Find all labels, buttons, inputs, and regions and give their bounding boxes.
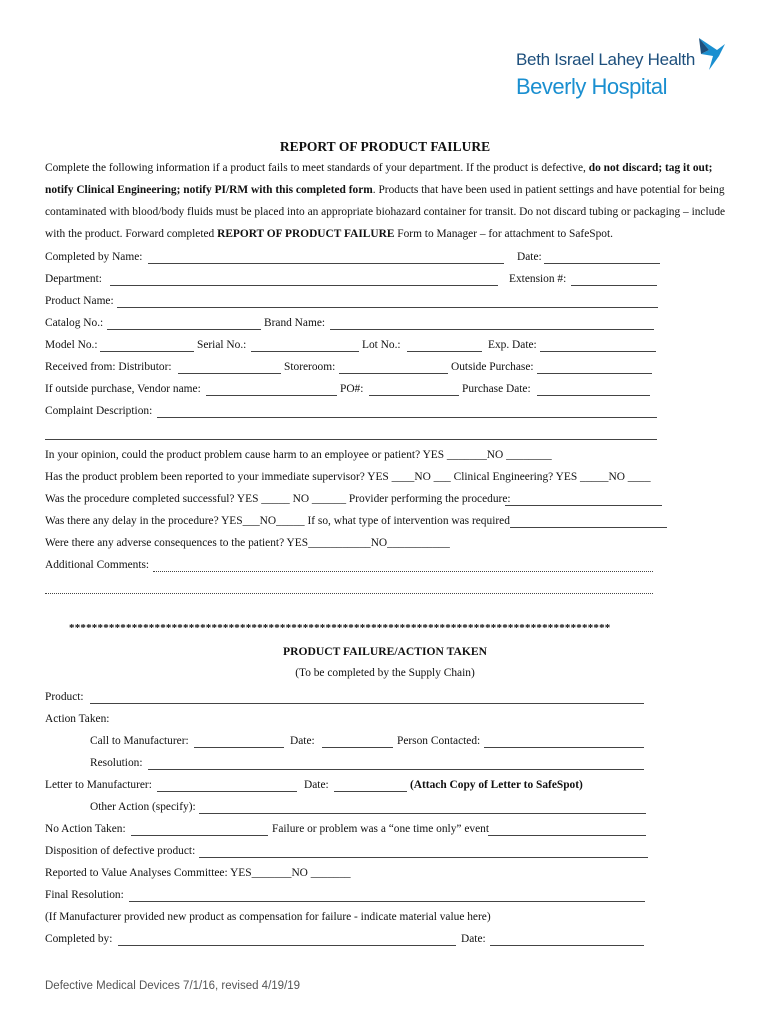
purchase-date-label: Purchase Date: (462, 383, 531, 395)
intervention-field[interactable] (510, 527, 667, 528)
date-field[interactable] (544, 263, 660, 264)
extension-field[interactable] (571, 285, 657, 286)
resolution-field[interactable] (148, 769, 644, 770)
failure-one-time-label: Failure or problem was a “one time only” event (272, 823, 489, 835)
catalog-no-field[interactable] (107, 329, 261, 330)
catalog-no-label: Catalog No.: (45, 317, 104, 329)
complaint-field-line-2[interactable] (45, 439, 657, 440)
additional-comments-line-1[interactable] (153, 571, 653, 572)
attach-letter-note: (Attach Copy of Letter to SafeSpot) (410, 779, 583, 791)
product-label: Product: (45, 691, 84, 703)
date-label: Date: (517, 251, 542, 263)
distributor-field[interactable] (178, 373, 281, 374)
disposition-field[interactable] (199, 857, 648, 858)
extension-label: Extension #: (509, 273, 567, 285)
other-action-label: Other Action (specify): (90, 801, 196, 813)
failure-one-time-field[interactable] (488, 835, 646, 836)
call-date-field[interactable] (322, 747, 393, 748)
call-manufacturer-field[interactable] (194, 747, 284, 748)
product-name-label: Product Name: (45, 295, 114, 307)
section-divider: *********************************************************************************************** (69, 622, 611, 634)
person-contacted-field[interactable] (484, 747, 644, 748)
reported-value-label: Reported to Value Analyses Committee: YES_______NO _______ (45, 867, 351, 879)
intro-text-4: . Products that have been used in patient settings and have potential for being contaminated with blood/body fluids must be placed into an appropriate biohazard container for transit. Do not discard tubing or packaging – include with the product. Forward completed (45, 184, 726, 240)
serial-no-field[interactable] (251, 351, 359, 352)
resolution-label: Resolution: (90, 757, 143, 769)
additional-comments-line-2[interactable] (45, 593, 653, 594)
letter-date-label: Date: (304, 779, 329, 791)
intro-paragraph (45, 157, 730, 245)
letter-manufacturer-label: Letter to Manufacturer: (45, 779, 152, 791)
brand-name-field[interactable] (330, 329, 654, 330)
product-name-field[interactable] (117, 307, 658, 308)
final-resolution-field[interactable] (129, 901, 645, 902)
letter-manufacturer-field[interactable] (157, 791, 297, 792)
call-date-label: Date: (290, 735, 315, 747)
complaint-label: Complaint Description: (45, 405, 153, 417)
exp-date-label: Exp. Date: (488, 339, 537, 351)
vendor-name-label: If outside purchase, Vendor name: (45, 383, 201, 395)
action-section-note: (To be completed by the Supply Chain) (295, 667, 475, 679)
disposition-label: Disposition of defective product: (45, 845, 196, 857)
action-taken-label: Action Taken: (45, 713, 110, 725)
po-field[interactable] (369, 395, 459, 396)
other-action-field[interactable] (199, 813, 646, 814)
intro-text-6: Form to Manager – for attachment to SafeSpot. (394, 228, 614, 240)
lot-no-label: Lot No.: (362, 339, 401, 351)
intro-text-1: Complete the following information if a product fails to meet standards of your department. If the product is defective, (45, 162, 589, 174)
outside-purchase-field[interactable] (537, 373, 652, 374)
exp-date-field[interactable] (540, 351, 656, 352)
complaint-field-line-1[interactable] (157, 417, 657, 418)
completed-by-label: Completed by Name: (45, 251, 143, 263)
bird-logo-icon (695, 36, 729, 76)
provider-field[interactable] (505, 505, 662, 506)
model-no-label: Model No.: (45, 339, 98, 351)
action-section-title: PRODUCT FAILURE/ACTION TAKEN (283, 645, 487, 658)
action-completed-date-label: Date: (461, 933, 486, 945)
intro-text-3: notify Clinical Engineering; notify PI/RM with this completed form (45, 184, 373, 196)
final-resolution-label: Final Resolution: (45, 889, 124, 901)
outside-purchase-label: Outside Purchase: (451, 361, 534, 373)
serial-no-label: Serial No.: (197, 339, 247, 351)
received-from-label: Received from: Distributor: (45, 361, 172, 373)
logo-parent-name: Beth Israel Lahey Health (516, 50, 695, 69)
completed-by-field[interactable] (148, 263, 504, 264)
storeroom-label: Storeroom: (284, 361, 336, 373)
call-manufacturer-label: Call to Manufacturer: (90, 735, 189, 747)
department-field[interactable] (110, 285, 498, 286)
vendor-name-field[interactable] (206, 395, 337, 396)
intro-text-5: REPORT OF PRODUCT FAILURE (217, 228, 395, 240)
question-adverse: Were there any adverse consequences to the patient? YES___________NO___________ (45, 537, 450, 549)
department-label: Department: (45, 273, 102, 285)
additional-comments-label: Additional Comments: (45, 559, 150, 571)
intro-text-2: do not discard; tag it out; (588, 162, 713, 174)
purchase-date-field[interactable] (537, 395, 650, 396)
question-reported: Has the product problem been reported to your immediate supervisor? YES ____NO ___ Clinical Engineering? YES _____NO ____ (45, 471, 651, 483)
action-completed-date-field[interactable] (490, 945, 644, 946)
brand-name-label: Brand Name: (264, 317, 326, 329)
question-delay: Was there any delay in the procedure? YES___NO_____ If so, what type of intervention was required (45, 515, 510, 527)
question-procedure-successful: Was the procedure completed successful? YES _____ NO ______ Provider performing the procedure: (45, 493, 511, 505)
logo-hospital-name: Beverly Hospital (516, 74, 667, 99)
no-action-field[interactable] (131, 835, 268, 836)
action-completed-by-label: Completed by: (45, 933, 113, 945)
footer-revision: Defective Medical Devices 7/1/16, revised 4/19/19 (45, 980, 301, 992)
action-completed-by-field[interactable] (118, 945, 456, 946)
lot-no-field[interactable] (407, 351, 482, 352)
person-contacted-label: Person Contacted: (397, 735, 481, 747)
product-field[interactable] (90, 703, 644, 704)
page-title: REPORT OF PRODUCT FAILURE (279, 139, 491, 154)
letter-date-field[interactable] (334, 791, 407, 792)
model-no-field[interactable] (100, 351, 194, 352)
question-harm: In your opinion, could the product problem cause harm to an employee or patient? YES _______NO ________ (45, 449, 552, 461)
po-label: PO#: (340, 383, 364, 395)
no-action-label: No Action Taken: (45, 823, 126, 835)
storeroom-field[interactable] (339, 373, 448, 374)
manufacturer-note: (If Manufacturer provided new product as compensation for failure - indicate material value here) (45, 911, 491, 923)
